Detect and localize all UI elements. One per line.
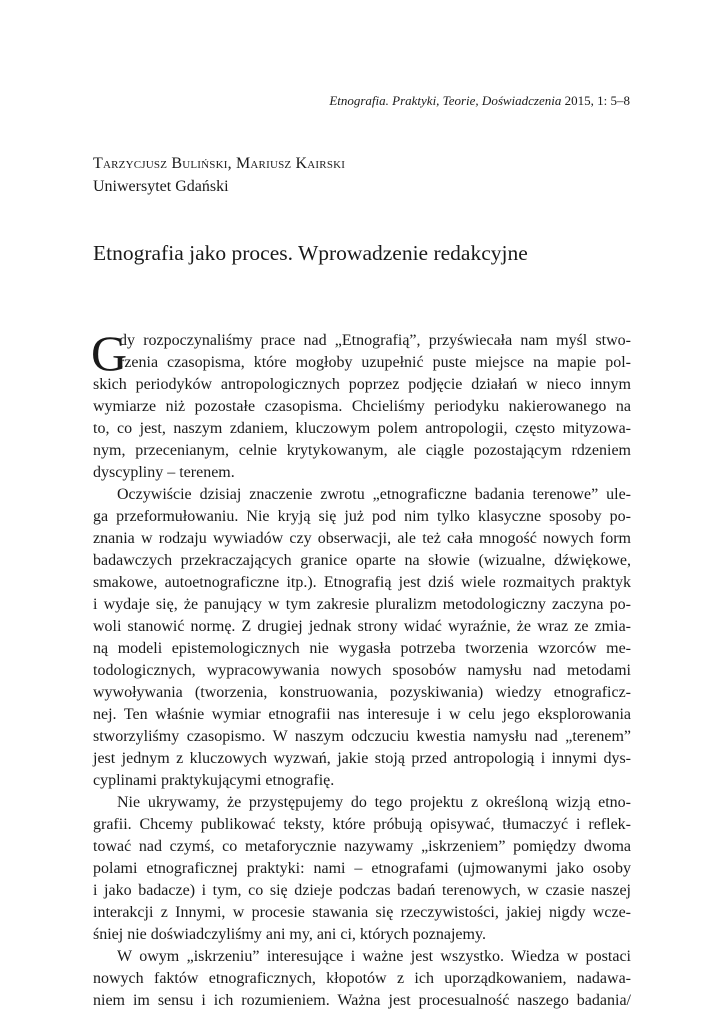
body-line: badawczych przekraczających granice oparte na słowie (wizualne, dźwiękowe, [93,552,631,569]
body-line: i wydaje się, że panujący w tym zakresie pluralizm metodologiczny zaczyna po- [93,596,631,613]
body-line: dyscypliny – terenem. [93,464,235,481]
body-line: ga przeformułowaniu. Nie kryją się już pod nim tylko klasyczne sposoby po- [93,508,631,525]
body-line: tować nad czymś, co metaforycznie nazywamy „iskrzeniem” pomiędzy dwoma [93,838,631,855]
authors: Tarzycjusz Buliński, Mariusz Kairski [93,155,346,172]
body-line: smakowe, autoetnograficzne itp.). Etnografią jest dziś wiele rozmaitych praktyk [93,574,631,591]
body-line: nym, przecenianym, celnie krytykowanym, ale ciągle pozostającym rdzeniem [93,442,631,459]
body-line: rzenia czasopisma, które mogłoby uzupełnić puste miejsce na mapie pol- [119,354,631,371]
body-line: znania w rodzaju wywiadów czy obserwacji, ale też cała mnogość nowych form [93,530,631,547]
running-header [329,93,630,109]
body-line: nowych faktów etnograficznych, kłopotów z ich uporządkowaniem, nadawa- [93,970,631,987]
body-line: ną modeli epistemologicznych nie wygasła potrzeba tworzenia wzorców me- [93,640,631,657]
body-line: skich periodyków antropologicznych poprzez podjęcie działań w nieco innym [93,376,631,393]
citation: 2015, 1: 5–8 [561,93,630,108]
drop-cap: G [91,325,128,381]
body-line: wywoływania (tworzenia, konstruowania, pozyskiwania) wiedzy etnograficz- [93,684,631,701]
body-line: Oczywiście dzisiaj znaczenie zwrotu „etnograficzne badania terenowe” ule- [117,486,631,503]
body-line: todologicznych, wypracowywania nowych sposobów namysłu nad metodami [93,662,631,679]
body-line: nej. Ten właśnie wymiar etnografii nas interesuje i w celu jego eksplorowania [93,706,631,723]
article-title: Etnografia jako proces. Wprowadzenie redakcyjne [93,241,528,265]
body-line: wymiarze niż pozostałe czasopisma. Chcieliśmy periodyku nakierowanego na [93,398,631,415]
body-line: i jako badacze) i tym, co się dzieje podczas badań terenowych, w czasie naszej [93,882,631,899]
body-line: grafii. Chcemy publikować teksty, które próbują opisywać, tłumaczyć i reflek- [93,816,631,833]
body-line: stworzyliśmy czasopismo. W naszym odczuciu kwestia namysłu nad „terenem” [93,728,631,745]
body-line: jest jednym z kluczowych wyzwań, jakie stoją przed antropologią i innymi dys- [93,750,631,767]
body-line: W owym „iskrzeniu” interesujące i ważne jest wszystko. Wiedza w postaci [117,948,631,965]
affiliation: Uniwersytet Gdański [93,178,229,195]
body-line: Nie ukrywamy, że przystępujemy do tego projektu z określoną wizją etno- [117,794,631,811]
body-line: polami etnograficznej praktyki: nami – etnografami (ujmowanymi jako osoby [93,860,631,877]
journal-name: Etnografia. Praktyki, Teorie, Doświadczenia [329,93,562,108]
body-line: dy rozpoczynaliśmy prace nad „Etnografią”, przyświecała nam myśl stwo- [119,332,631,349]
body-line: interakcji z Innymi, w procesie stawania się rzeczywistości, jakiej nigdy wcze- [93,904,631,921]
body-line: to, co jest, naszym zdaniem, kluczowym polem antropologii, często mityzowa- [93,420,631,437]
body-line: woli stanowić normę. Z drugiej jednak strony widać wyraźnie, że wraz ze zmia- [93,618,631,635]
body-line: niem im sensu i ich rozumieniem. Ważna jest procesualność naszego badania/ [93,992,631,1009]
body-line: cyplinami praktykującymi etnografię. [93,772,335,789]
body-line: śniej nie doświadczyliśmy ani my, ani ci, których poznajemy. [93,926,486,943]
